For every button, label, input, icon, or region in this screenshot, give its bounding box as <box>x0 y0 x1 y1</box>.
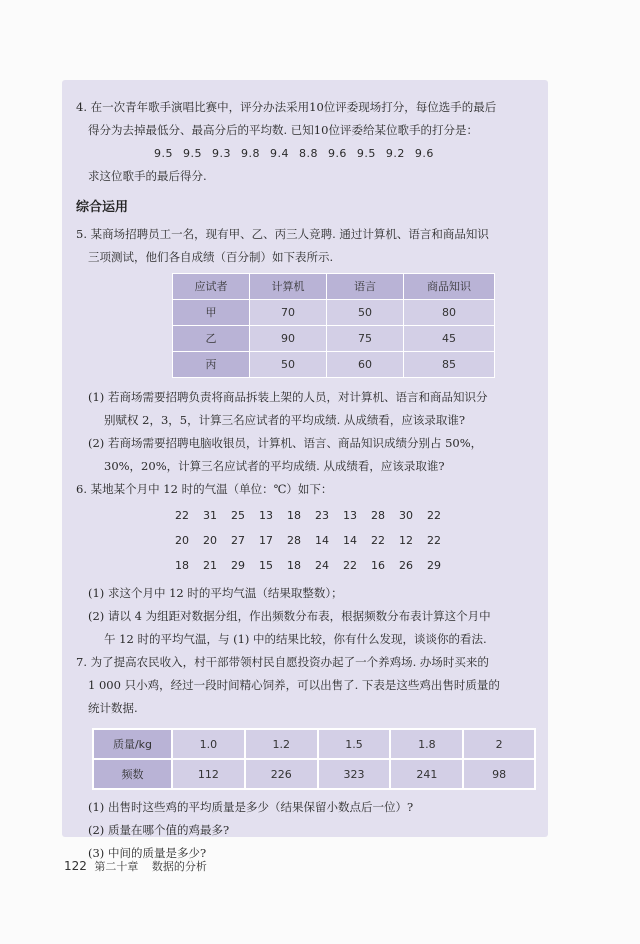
table-header: 商品知识 <box>404 274 495 300</box>
temp-row <box>174 553 454 578</box>
temp-value: 30 <box>399 509 413 522</box>
q5-score-table <box>172 273 495 378</box>
table-cell: 70 <box>250 300 327 326</box>
q5-sub1-line2: 别赋权 2，3，5，计算三名应试者的平均成绩. 从成绩看，应该录取谁? <box>104 413 466 427</box>
temp-value: 28 <box>371 509 385 522</box>
table-cell: 75 <box>327 326 404 352</box>
table-header: 语言 <box>327 274 404 300</box>
table-header: 计算机 <box>250 274 327 300</box>
q4-line1: 4. 在一次青年歌手演唱比赛中，评分办法采用10位评委现场打分，每位选手的最后 <box>76 100 497 114</box>
temp-value: 16 <box>371 559 385 572</box>
temp-value: 18 <box>287 559 301 572</box>
table-cell: 1.2 <box>245 729 318 759</box>
table-cell: 1.8 <box>390 729 463 759</box>
temp-value: 23 <box>315 509 329 522</box>
q6-temperature-data <box>174 503 454 578</box>
table-row-label: 质量/kg <box>93 729 172 759</box>
table-row <box>173 326 495 352</box>
chapter-number: 第二十章 <box>94 860 139 873</box>
temp-value: 13 <box>343 509 357 522</box>
q7-sub2: (2) 质量在哪个值的鸡最多? <box>88 823 230 837</box>
table-cell: 50 <box>250 352 327 378</box>
table-cell: 90 <box>250 326 327 352</box>
table-cell: 80 <box>404 300 495 326</box>
temp-value: 22 <box>175 509 189 522</box>
section-title: 综合运用 <box>76 200 129 215</box>
temp-value: 17 <box>259 534 273 547</box>
question-5 <box>76 223 536 478</box>
q6-sub2-line2: 午 12 时的平均气温，与 (1) 中的结果比较，你有什么发现，谈谈你的看法. <box>104 632 487 646</box>
q6-sub1: (1) 求这个月中 12 时的平均气温（结果取整数）； <box>88 586 343 600</box>
q7-sub3: (3) 中间的质量是多少? <box>88 846 207 860</box>
temp-value: 24 <box>315 559 329 572</box>
temp-value: 26 <box>399 559 413 572</box>
table-row <box>93 759 535 789</box>
q5-sub2-line2: 30%，20%，计算三名应试者的平均成绩. 从成绩看，应该录取谁? <box>104 459 445 473</box>
temp-value: 20 <box>203 534 217 547</box>
temp-value: 21 <box>203 559 217 572</box>
q7-line2: 1 000 只小鸡，经过一段时间精心饲养，可以出售了. 下表是这些鸡出售时质量的 <box>88 678 500 692</box>
table-cell: 2 <box>463 729 535 759</box>
exercise-content <box>76 96 536 865</box>
temp-row <box>174 528 454 553</box>
table-cell: 112 <box>172 759 245 789</box>
temp-value: 14 <box>315 534 329 547</box>
question-7 <box>76 651 536 865</box>
q7-mass-table <box>92 728 536 790</box>
temp-value: 22 <box>371 534 385 547</box>
page-footer <box>64 858 207 874</box>
table-cell: 50 <box>327 300 404 326</box>
table-row <box>173 300 495 326</box>
table-row <box>173 352 495 378</box>
table-row-label: 频数 <box>93 759 172 789</box>
q4-ask: 求这位歌手的最后得分. <box>88 169 207 183</box>
temp-value: 18 <box>175 559 189 572</box>
question-4 <box>76 96 536 188</box>
q6-sub2-line1: (2) 请以 4 为组距对数据分组，作出频数分布表，根据频数分布表计算这个月中 <box>88 609 491 623</box>
q7-sub1: (1) 出售时这些鸡的平均质量是多少（结果保留小数点后一位）? <box>88 800 414 814</box>
table-row <box>93 729 535 759</box>
table-cell: 1.0 <box>172 729 245 759</box>
table-cell: 甲 <box>173 300 250 326</box>
table-header-row <box>173 274 495 300</box>
chapter-title: 数据的分析 <box>151 860 207 873</box>
table-cell: 98 <box>463 759 535 789</box>
temp-value: 27 <box>231 534 245 547</box>
table-cell: 85 <box>404 352 495 378</box>
q4-line2: 得分为去掉最低分、最高分后的平均数. 已知10位评委给某位歌手的打分是： <box>88 123 478 137</box>
temp-value: 20 <box>175 534 189 547</box>
q7-line3: 统计数据. <box>88 701 138 715</box>
q4-scores: 9.5 9.5 9.3 9.8 9.4 8.8 9.6 9.5 9.2 9.6 <box>154 147 434 160</box>
q7-line1: 7. 为了提高农民收入，村干部带领村民自愿投资办起了一个养鸡场. 办场时买来的 <box>76 655 489 669</box>
temp-value: 29 <box>231 559 245 572</box>
page-number: 122 <box>64 859 87 873</box>
q5-line2: 三项测试，他们各自成绩（百分制）如下表所示. <box>88 250 334 264</box>
table-cell: 60 <box>327 352 404 378</box>
question-6 <box>76 478 536 651</box>
temp-row <box>174 503 454 528</box>
q5-line1: 5. 某商场招聘员工一名，现有甲、乙、丙三人竞聘. 通过计算机、语言和商品知识 <box>76 227 489 241</box>
table-cell: 丙 <box>173 352 250 378</box>
temp-value: 12 <box>399 534 413 547</box>
temp-value: 13 <box>259 509 273 522</box>
table-header: 应试者 <box>173 274 250 300</box>
q5-sub1-line1: (1) 若商场需要招聘负责将商品拆装上架的人员，对计算机、语言和商品知识分 <box>88 390 488 404</box>
temp-value: 29 <box>427 559 441 572</box>
table-cell: 241 <box>390 759 463 789</box>
temp-value: 18 <box>287 509 301 522</box>
temp-value: 22 <box>343 559 357 572</box>
temp-value: 25 <box>231 509 245 522</box>
temp-value: 22 <box>427 509 441 522</box>
q6-line1: 6. 某地某个月中 12 时的气温（单位：℃）如下： <box>76 482 333 496</box>
temp-value: 14 <box>343 534 357 547</box>
q5-sub2-line1: (2) 若商场需要招聘电脑收银员，计算机、语言、商品知识成绩分别占 50%， <box>88 436 483 450</box>
table-cell: 226 <box>245 759 318 789</box>
temp-value: 31 <box>203 509 217 522</box>
table-cell: 乙 <box>173 326 250 352</box>
temp-value: 22 <box>427 534 441 547</box>
table-cell: 45 <box>404 326 495 352</box>
temp-value: 28 <box>287 534 301 547</box>
table-cell: 323 <box>318 759 391 789</box>
temp-value: 15 <box>259 559 273 572</box>
table-cell: 1.5 <box>318 729 391 759</box>
